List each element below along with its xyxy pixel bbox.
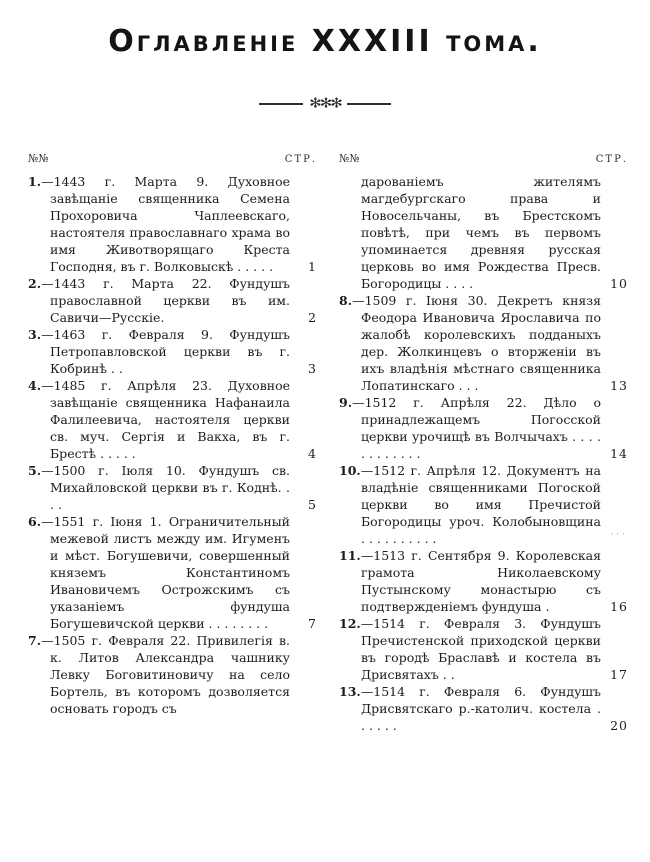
toc-column-left (28, 152, 317, 734)
entry-number: 7. (28, 633, 42, 648)
toc-entry (339, 683, 628, 734)
page-title: Оглавленіе XXXIII тома. (108, 24, 542, 59)
entry-number: 9. (339, 395, 353, 410)
page-number: 4 (308, 446, 317, 461)
page-column-label: СТР. (284, 154, 317, 165)
entry-text: —1485 г. Апрѣля 23. Духовное завѣщаніе священника Нафанаила Фалилеевича, настоятеля церкви св. муч. Сергія и Вакха, въ г. Брестѣ . . . . . (41, 378, 290, 461)
entry-text: дарованіемъ жителямъ магдебургскаго права и Новосельчаны, въ Брестскомъ повѣтѣ, при чемъ въ первомъ упоминается древняя русская церковь во имя Рождества Пресв. Богородицы . . . . (361, 174, 601, 291)
page-column-label: СТР. (595, 154, 628, 165)
page-number: 3 (308, 361, 317, 376)
page-number: 13 (610, 378, 628, 393)
page-number: 1 (308, 259, 317, 274)
entry-text: —1512 г. Апрѣля 12. Документъ на владѣніе священниками Погоской церкви во имя Пречистой Богородицы уроч. Колобыновщина . . . . . . . . . . (360, 463, 601, 546)
toc-entry (339, 173, 628, 292)
page-number: 10 (610, 276, 628, 291)
entry-text: —1512 г. Апрѣля 22. Дѣло о принадлежащемъ Погосской церкви урочищѣ въ Волчычахъ . . . . . . . . . . . . (352, 395, 601, 461)
page-number: 16 (610, 599, 628, 614)
toc-entry (28, 275, 317, 326)
toc-entry (339, 394, 628, 462)
divider-line-left (259, 103, 303, 105)
entry-text: —1513 г. Сентября 9. Королевская грамота Николаевскому Пустынскому монастырю съ подтвержденіемъ фундуша . (360, 548, 601, 614)
toc-entry (339, 292, 628, 394)
toc-entries-right (339, 173, 628, 734)
entry-number: 13. (339, 684, 361, 699)
entry-number: 8. (339, 293, 353, 308)
page-number: 7 (308, 616, 317, 631)
toc-entry (339, 615, 628, 683)
entry-text: —1463 г. Февраля 9. Фундушъ Петропавловской церкви въ г. Кобринѣ . . (41, 327, 290, 376)
entry-text: —1443 г. Марта 9. Духовное завѣщаніе священника Семена Прохоровича Чаплеевскаго, настоятеля православнаго храма во имя Животворящаго Креста Господня, въ г. Волковыскѣ . . . . . (41, 174, 290, 274)
divider-line-right (347, 103, 391, 105)
entry-number: 11. (339, 548, 361, 563)
entry-text: —1505 г. Февраля 22. Привилегія в. к. Литов Александра чашнику Левку Боговитиновичу на село Бортель, въ которомъ дозволяется основать городъ съ (41, 633, 290, 716)
entry-number: 4. (28, 378, 42, 393)
toc-entry (28, 326, 317, 377)
entry-number: 1. (28, 174, 42, 189)
toc-entry (28, 462, 317, 513)
entry-text: —1509 г. Іюня 30. Декретъ князя Феодора Ивановича Ярославича по жалобѣ королевскихъ подданыхъ дер. Жолкинцевъ о вторженіи въ ихъ владѣнія мѣстнаго священника Лопатинскаго . . . (352, 293, 601, 393)
entry-number: 6. (28, 514, 42, 529)
toc-columns (28, 152, 628, 734)
entry-number: 12. (339, 616, 361, 631)
entry-text: —1500 г. Іюля 10. Фундушъ св. Михайловской церкви въ г. Коднѣ. . . . (41, 463, 290, 512)
page-number: ··· (610, 530, 628, 540)
entry-text: —1551 г. Іюня 1. Ограничительный межевой листъ между им. Игуменъ и мѣст. Богушевичи, совершенный княземъ Константиномъ Ивановичемъ Острожскимъ съ указаніемъ фундуша Богушевичской церкви . . . . . . . . (41, 514, 290, 631)
entry-number: 2. (28, 276, 42, 291)
column-header-left (28, 152, 317, 165)
page-number: 2 (308, 310, 317, 325)
toc-column-right (339, 152, 628, 734)
page-number: 5 (308, 497, 317, 512)
number-column-label: №№ (339, 152, 360, 165)
toc-entry (28, 632, 317, 717)
page-number: 14 (610, 446, 628, 461)
entry-number: 3. (28, 327, 42, 342)
toc-entry (28, 513, 317, 632)
entry-text: —1514 г. Февраля 3. Фундушъ Пречистенской приходской церкви въ городѣ Браславѣ и костела въ Дрисвятахъ . . (360, 616, 601, 682)
page-number: 17 (610, 667, 628, 682)
entry-text: —1443 г. Марта 22. Фундушъ православной церкви въ им. Савичи—Русскіе. (41, 276, 290, 325)
toc-entry (28, 377, 317, 462)
page-number: 20 (610, 718, 628, 733)
fleuron-ornament-icon: ✻✻✻ (309, 94, 341, 112)
section-divider (0, 96, 650, 111)
toc-entry (339, 547, 628, 615)
number-column-label: №№ (28, 152, 49, 165)
entry-number: 10. (339, 463, 361, 478)
toc-entries-left (28, 173, 317, 717)
entry-number: 5. (28, 463, 42, 478)
toc-entry (339, 462, 628, 547)
entry-text: —1514 г. Февраля 6. Фундушъ Дрисвятскаго р.-католич. костела . . . . . . (360, 684, 601, 733)
toc-entry (28, 173, 317, 275)
column-header-right (339, 152, 628, 165)
